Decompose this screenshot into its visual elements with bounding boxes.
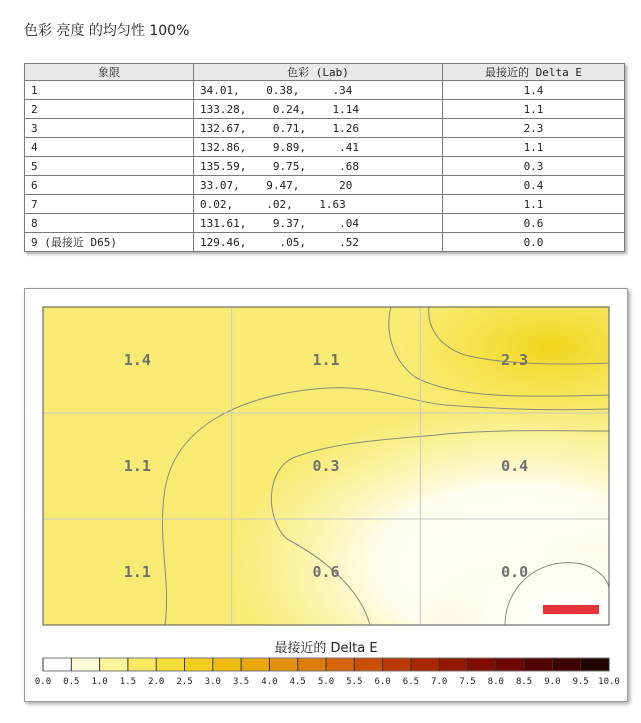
table-row: [25, 157, 625, 176]
lab-cell: 34.01, 0.38, .34: [194, 81, 443, 100]
colorbar-swatch: [326, 658, 355, 671]
colorbar-swatch: [581, 658, 610, 671]
colorbar-swatch: [71, 658, 100, 671]
uniformity-heatmap: [25, 289, 627, 701]
marker-badge: [543, 605, 599, 614]
colorbar-tick-label: 4.5: [289, 677, 306, 687]
colorbar-swatch: [524, 658, 553, 671]
lab-table: [24, 63, 625, 252]
lab-cell: 131.61, 9.37, .04: [194, 214, 443, 233]
cell-value-label: 0.3: [312, 457, 340, 475]
delta-e-cell: 0.3: [443, 157, 625, 176]
delta-e-cell: 1.1: [443, 195, 625, 214]
table-row: [25, 100, 625, 119]
colorbar-swatch: [383, 658, 412, 671]
cell-value-label: 2.3: [501, 351, 529, 369]
delta-e-cell: 1.4: [443, 81, 625, 100]
colorbar-tick-label: 2.5: [176, 677, 193, 687]
colorbar-swatch: [185, 658, 214, 671]
lab-cell: 129.46, .05, .52: [194, 233, 443, 252]
colorbar-tick-label: 7.0: [431, 677, 448, 687]
quadrant-cell: 8: [25, 214, 194, 233]
colorbar-tick-label: 9.0: [544, 677, 561, 687]
colorbar-tick-label: 0.0: [34, 677, 52, 687]
colorbar-tick-label: 9.5: [572, 677, 589, 687]
table-row: [25, 119, 625, 138]
cell-value-label: 0.0: [501, 563, 529, 581]
quadrant-cell: 3: [25, 119, 194, 138]
lab-cell: 132.86, 9.89, .41: [194, 138, 443, 157]
colorbar-swatch: [552, 658, 581, 671]
colorbar-tick-label: 3.0: [204, 677, 221, 687]
colorbar-swatch: [213, 658, 242, 671]
colorbar-tick-label: 2.0: [148, 677, 165, 687]
page-title: 色彩 亮度 的均匀性 100%: [24, 23, 190, 39]
uniformity-chart-panel: [24, 288, 628, 702]
table-row: [25, 233, 625, 252]
col-header-quadrant: 象限: [25, 64, 194, 81]
colorbar-tick-label: 7.5: [459, 677, 476, 687]
colorbar-tick-label: 10.0: [598, 677, 620, 687]
delta-e-cell: 0.4: [443, 176, 625, 195]
delta-e-cell: 1.1: [443, 100, 625, 119]
colorbar-title: 最接近的 Delta E: [274, 641, 378, 656]
table-row: [25, 81, 625, 100]
colorbar-swatch: [156, 658, 185, 671]
colorbar-tick-label: 8.5: [515, 677, 533, 687]
col-header-delta-e: 最接近的 Delta E: [443, 64, 625, 81]
quadrant-cell: 9 (最接近 D65): [25, 233, 194, 252]
colorbar-swatch: [468, 658, 497, 671]
delta-e-cell: 0.0: [443, 233, 625, 252]
quadrant-cell: 4: [25, 138, 194, 157]
colorbar-swatch: [439, 658, 468, 671]
colorbar-swatch: [354, 658, 383, 671]
colorbar-tick-label: 6.0: [374, 677, 391, 687]
table-row: [25, 176, 625, 195]
delta-e-cell: 1.1: [443, 138, 625, 157]
colorbar-tick-label: 1.0: [91, 677, 108, 687]
cell-value-label: 1.1: [312, 351, 340, 369]
colorbar-tick-label: 0.5: [63, 677, 80, 687]
lab-cell: 0.02, .02, 1.63: [194, 195, 443, 214]
colorbar-tick-label: 1.5: [119, 677, 137, 687]
cell-value-label: 1.1: [123, 563, 151, 581]
colorbar-swatch: [128, 658, 157, 671]
lab-cell: 132.67, 0.71, 1.26: [194, 119, 443, 138]
quadrant-cell: 5: [25, 157, 194, 176]
colorbar-swatch: [100, 658, 129, 671]
lab-cell: 33.07, 9.47, 20: [194, 176, 443, 195]
cell-value-label: 0.4: [501, 457, 529, 475]
table-row: [25, 138, 625, 157]
quadrant-cell: 2: [25, 100, 194, 119]
lab-cell: 133.28, 0.24, 1.14: [194, 100, 443, 119]
colorbar-tick-label: 8.0: [487, 677, 504, 687]
cell-value-label: 0.6: [312, 563, 340, 581]
table-row: [25, 195, 625, 214]
colorbar-swatch: [496, 658, 525, 671]
delta-e-cell: 2.3: [443, 119, 625, 138]
lab-cell: 135.59, 9.75, .68: [194, 157, 443, 176]
table-row: [25, 214, 625, 233]
colorbar-swatch: [298, 658, 327, 671]
colorbar-swatch: [43, 658, 72, 671]
colorbar-tick-label: 3.5: [232, 677, 250, 687]
delta-e-cell: 0.6: [443, 214, 625, 233]
cell-value-label: 1.4: [123, 351, 151, 369]
quadrant-cell: 1: [25, 81, 194, 100]
colorbar-tick-label: 4.0: [261, 677, 278, 687]
colorbar-tick-label: 5.0: [317, 677, 335, 687]
table-header-row: [25, 64, 625, 81]
quadrant-cell: 6: [25, 176, 194, 195]
cell-value-label: 1.1: [123, 457, 151, 475]
colorbar-swatch: [411, 658, 440, 671]
col-header-lab: 色彩 (Lab): [194, 64, 443, 81]
quadrant-cell: 7: [25, 195, 194, 214]
colorbar-tick-label: 5.5: [346, 677, 363, 687]
colorbar-swatch: [269, 658, 298, 671]
colorbar-swatch: [241, 658, 270, 671]
colorbar-tick-label: 6.5: [402, 677, 420, 687]
